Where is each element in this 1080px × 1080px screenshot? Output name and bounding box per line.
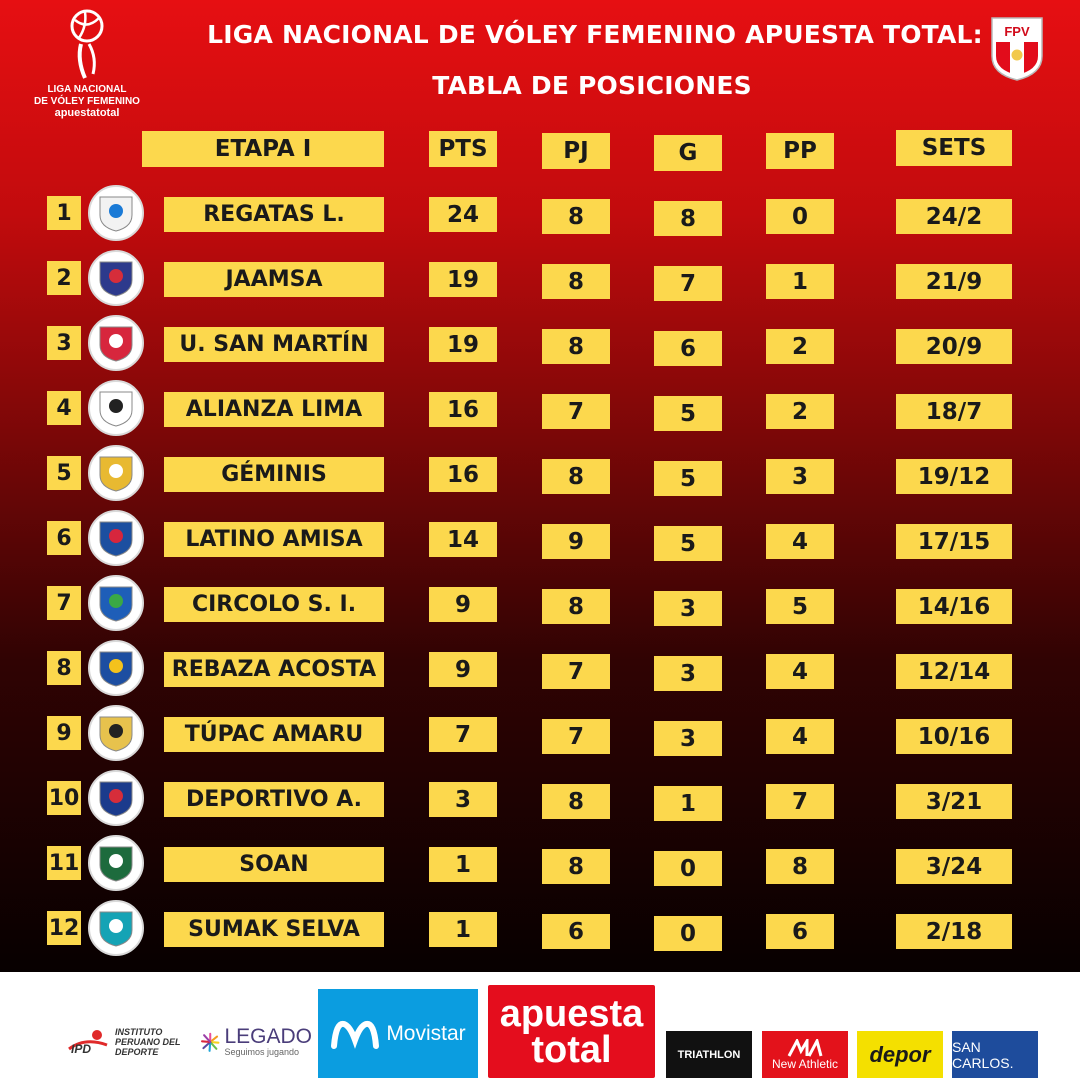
sets-cell: 12/14 [896,654,1012,689]
team-name-cell: REGATAS L. [164,197,384,232]
fpv-logo-text: FPV [1004,24,1030,39]
sets-cell: 18/7 [896,394,1012,429]
pj-cell: 7 [542,394,610,429]
pp-cell: 4 [766,719,834,754]
header-etapa: ETAPA I [142,131,384,167]
legado-tagline: Seguimos jugando [224,1047,300,1057]
fpv-shield-icon [990,16,1044,82]
rank-cell: 10 [47,781,81,815]
pts-cell: 16 [429,457,497,492]
pp-cell: 4 [766,524,834,559]
geminis-crest-icon [88,445,144,501]
pts-cell: 1 [429,847,497,882]
pj-cell: 8 [542,784,610,819]
pj-cell: 7 [542,719,610,754]
pts-cell: 24 [429,197,497,232]
sets-cell: 20/9 [896,329,1012,364]
g-cell: 0 [654,851,722,886]
volleyball-player-icon [67,8,107,80]
pp-cell: 0 [766,199,834,234]
pp-cell: 7 [766,784,834,819]
pj-cell: 7 [542,654,610,689]
apuesta-text: apuesta [499,992,644,1035]
rank-cell: 11 [47,846,81,880]
g-cell: 3 [654,656,722,691]
sets-cell: 3/21 [896,784,1012,819]
new-athletic-text: New Athletic [771,1056,839,1071]
sets-cell: 10/16 [896,719,1012,754]
pj-cell: 8 [542,199,610,234]
new-athletic-logo [762,1031,848,1078]
team-name-cell: SUMAK SELVA [164,912,384,947]
ipd-text: INSTITUTO PERUANO DEL DEPORTE [115,1027,181,1057]
apuesta-total-logo [488,985,655,1078]
rank-cell: 7 [47,586,81,620]
pp-cell: 2 [766,394,834,429]
rank-cell: 3 [47,326,81,360]
pj-cell: 6 [542,914,610,949]
team-name-cell: U. SAN MARTÍN [164,327,384,362]
team-name-cell: REBAZA ACOSTA [164,652,384,687]
pts-cell: 19 [429,327,497,362]
g-cell: 0 [654,916,722,951]
sets-cell: 21/9 [896,264,1012,299]
triathlon-text: TRIATHLON [677,1048,741,1061]
sets-cell: 14/16 [896,589,1012,624]
san-carlos-logo [952,1031,1038,1078]
g-cell: 5 [654,526,722,561]
rank-cell: 2 [47,261,81,295]
latino-amisa-crest-icon [88,510,144,566]
pp-cell: 3 [766,459,834,494]
sets-cell: 19/12 [896,459,1012,494]
header-g: G [654,135,722,171]
pts-cell: 3 [429,782,497,817]
page-subtitle: TABLA DE POSICIONES [432,71,752,100]
team-name-cell: ALIANZA LIMA [164,392,384,427]
team-name-cell: DEPORTIVO A. [164,782,384,817]
rank-cell: 6 [47,521,81,555]
team-name-cell: TÚPAC AMARU [164,717,384,752]
pts-cell: 9 [429,652,497,687]
pts-cell: 9 [429,587,497,622]
ipd-mark-text: IPD [71,1042,92,1055]
pts-cell: 14 [429,522,497,557]
jaamsa-crest-icon [88,250,144,306]
pp-cell: 2 [766,329,834,364]
rank-cell: 8 [47,651,81,685]
tupac-amaru-crest-icon [88,705,144,761]
g-cell: 5 [654,396,722,431]
legado-logo [200,1022,312,1062]
team-name-cell: SOAN [164,847,384,882]
pts-cell: 7 [429,717,497,752]
g-cell: 3 [654,721,722,756]
team-name-cell: LATINO AMISA [164,522,384,557]
sets-cell: 24/2 [896,199,1012,234]
g-cell: 1 [654,786,722,821]
g-cell: 5 [654,461,722,496]
team-name-cell: CIRCOLO S. I. [164,587,384,622]
g-cell: 3 [654,591,722,626]
triathlon-logo [666,1031,752,1078]
rebaza-crest-icon [88,640,144,696]
rank-cell: 1 [47,196,81,230]
total-text: total [531,1028,612,1071]
pj-cell: 8 [542,589,610,624]
league-logo [22,8,152,123]
soan-crest-icon [88,835,144,891]
league-logo-line2: DE VÓLEY FEMENINO [34,96,140,107]
header-pp: PP [766,133,834,169]
g-cell: 8 [654,201,722,236]
pp-cell: 8 [766,849,834,884]
movistar-logo [318,989,478,1078]
pp-cell: 1 [766,264,834,299]
pj-cell: 9 [542,524,610,559]
depor-text: depor [869,1041,931,1067]
deportivo-crest-icon [88,770,144,826]
league-logo-line1: LIGA NACIONAL [47,84,127,95]
ipd-logo [66,1022,186,1062]
pj-cell: 8 [542,264,610,299]
rank-cell: 12 [47,911,81,945]
header-pj: PJ [542,133,610,169]
pp-cell: 4 [766,654,834,689]
pts-cell: 16 [429,392,497,427]
legado-name: LEGADO [224,1025,312,1048]
rank-cell: 5 [47,456,81,490]
header-sets: SETS [896,130,1012,166]
team-name-cell: GÉMINIS [164,457,384,492]
movistar-text: Movistar [386,1021,466,1045]
depor-logo [857,1031,943,1078]
league-logo-line3: apuestatotal [54,107,120,119]
pts-cell: 19 [429,262,497,297]
pp-cell: 6 [766,914,834,949]
sets-cell: 2/18 [896,914,1012,949]
movistar-m-icon [330,1016,380,1052]
g-cell: 6 [654,331,722,366]
header-pts: PTS [429,131,497,167]
legado-burst-icon [200,1027,220,1057]
circolo-crest-icon [88,575,144,631]
pj-cell: 8 [542,329,610,364]
rank-cell: 9 [47,716,81,750]
team-name-cell: JAAMSA [164,262,384,297]
san-martin-crest-icon [88,315,144,371]
regatas-crest-icon [88,185,144,241]
ipd-mark-icon [67,1029,111,1055]
pp-cell: 5 [766,589,834,624]
sets-cell: 3/24 [896,849,1012,884]
g-cell: 7 [654,266,722,301]
sumak-selva-crest-icon [88,900,144,956]
new-athletic-mark-icon [787,1039,823,1057]
alianza-crest-icon [88,380,144,436]
sets-cell: 17/15 [896,524,1012,559]
rank-cell: 4 [47,391,81,425]
page-title: LIGA NACIONAL DE VÓLEY FEMENINO APUESTA TOTAL: [207,20,983,49]
pts-cell: 1 [429,912,497,947]
pj-cell: 8 [542,849,610,884]
pj-cell: 8 [542,459,610,494]
san-carlos-text: SAN CARLOS. [952,1038,1014,1071]
